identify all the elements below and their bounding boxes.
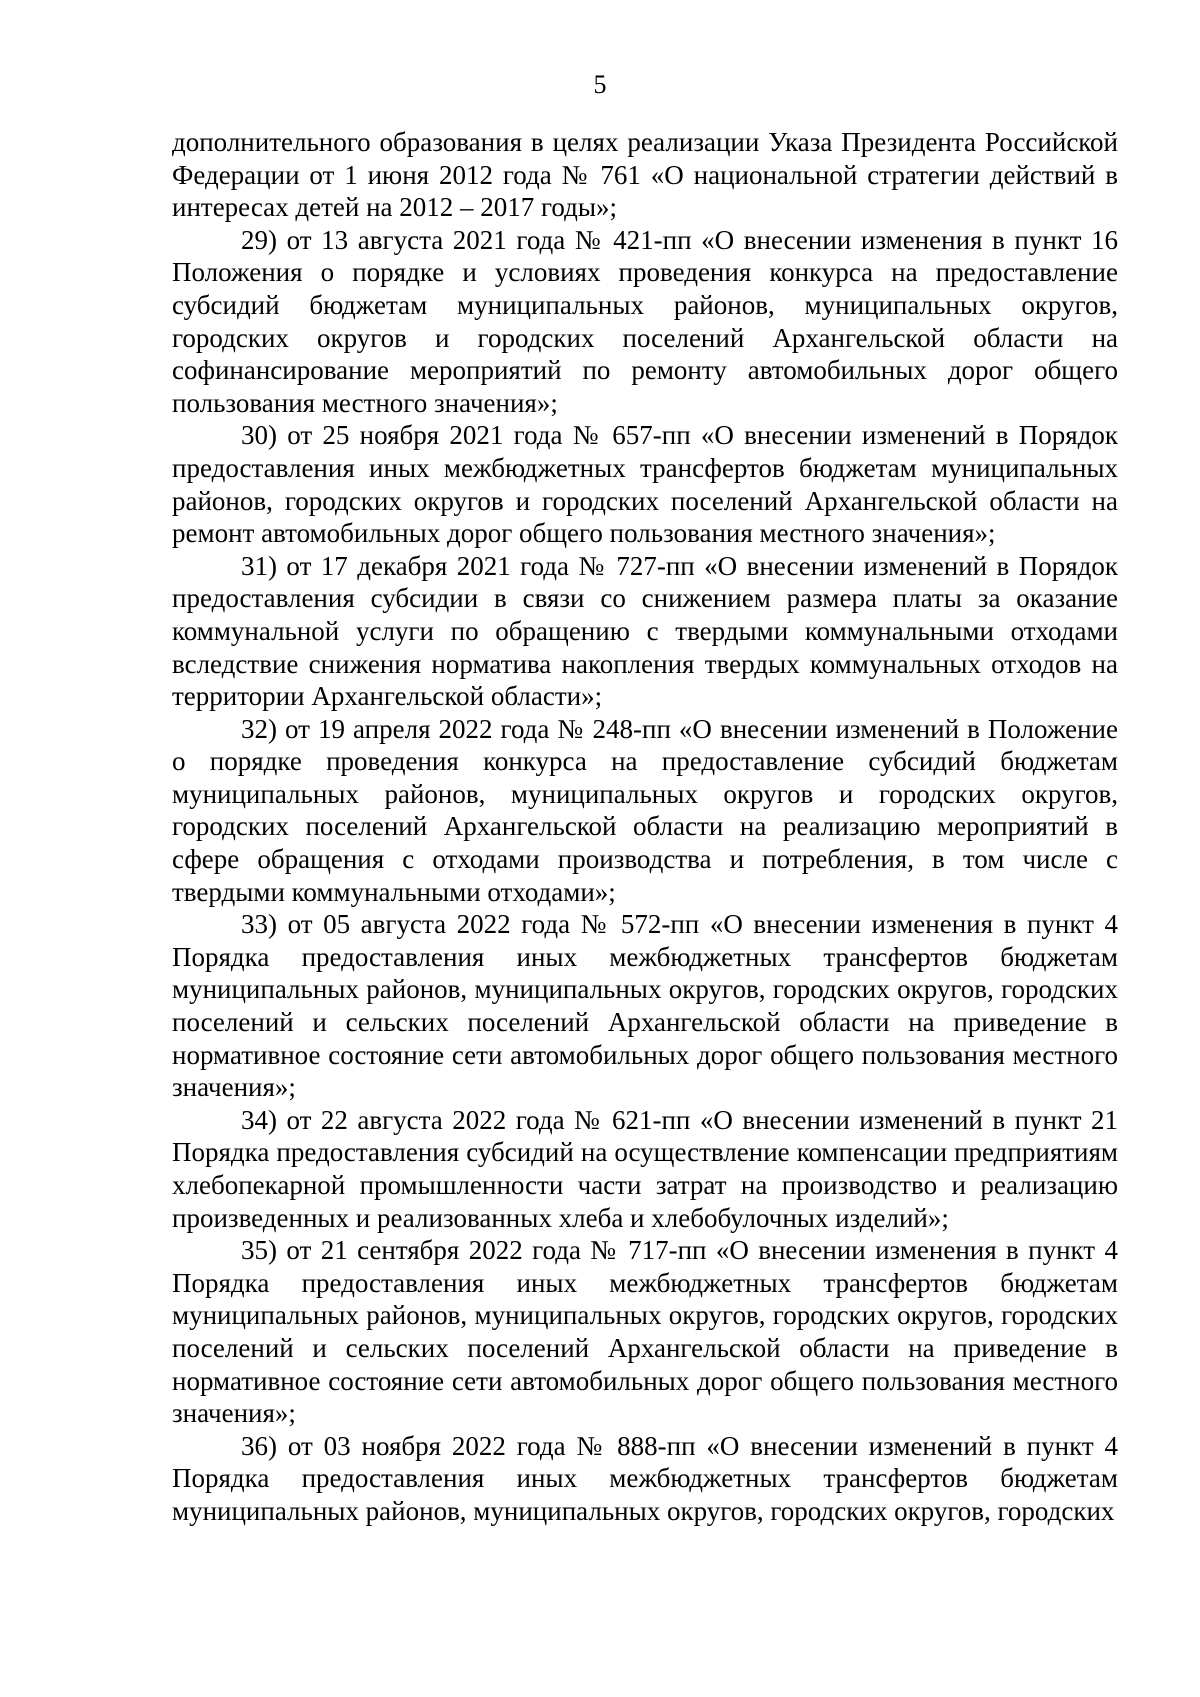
list-item-36: 36) от 03 ноября 2022 года № 888-пп «О внесении изменений в пункт 4 Порядка предоставления иных межбюджетных трансфертов бюджетам муниципальных районов, муниципальных округов, городских округов, городских: [172, 1430, 1118, 1526]
list-item-33: 33) от 05 августа 2022 года № 572-пп «О внесении изменения в пункт 4 Порядка предоставления иных межбюджетных трансфертов бюджетам муниципальных районов, муниципальных округов, городских округов, городских поселений и сельских поселений Архангельской области на приведение в нормативное состояние сети автомобильных дорог общего пользования местного значения»;: [172, 909, 1118, 1103]
list-item-31: 31) от 17 декабря 2021 года № 727-пп «О внесении изменений в Порядок предоставления субсидии в связи со снижением размера платы за оказание коммунальной услуги по обращению с твердыми коммунальными отходами вследствие снижения норматива накопления твердых коммунальных отходов на территории Архангельской области»;: [172, 550, 1118, 712]
document-body: [172, 126, 1118, 1528]
list-item-34: 34) от 22 августа 2022 года № 621-пп «О внесении изменений в пункт 21 Порядка предоставления субсидий на осуществление компенсации предприятиям хлебопекарной промышленности части затрат на производство и реализацию произведенных и реализованных хлеба и хлебобулочных изделий»;: [172, 1104, 1118, 1233]
list-item-32: 32) от 19 апреля 2022 года № 248-пп «О внесении изменений в Положение о порядке проведения конкурса на предоставление субсидий бюджетам муниципальных районов, муниципальных округов и городских округов, городских поселений Архангельской области на реализацию мероприятий в сфере обращения с отходами производства и потребления, в том числе с твердыми коммунальными отходами»;: [172, 713, 1118, 907]
paragraph-continuation: дополнительного образования в целях реализации Указа Президента Российской Федерации от 1 июня 2012 года № 761 «О национальной стратегии действий в интересах детей на 2012 – 2017 годы»;: [172, 127, 1118, 223]
list-item-30: 30) от 25 ноября 2021 года № 657-пп «О внесении изменений в Порядок предоставления иных межбюджетных трансфертов бюджетам муниципальных районов, городских округов и городских поселений Архангельской области на ремонт автомобильных дорог общего пользования местного значения»;: [172, 420, 1118, 549]
page-number: 5: [593, 70, 607, 99]
list-item-29: 29) от 13 августа 2021 года № 421-пп «О внесении изменения в пункт 16 Положения о порядке и условиях проведения конкурса на предоставление субсидий бюджетам муниципальных районов, муниципальных округов, городских округов и городских поселений Архангельской области на софинансирование мероприятий по ремонту автомобильных дорог общего пользования местного значения»;: [172, 224, 1118, 418]
list-item-35: 35) от 21 сентября 2022 года № 717-пп «О внесении изменения в пункт 4 Порядка предоставления иных межбюджетных трансфертов бюджетам муниципальных районов, муниципальных округов, городских округов, городских поселений и сельских поселений Архангельской области на приведение в нормативное состояние сети автомобильных дорог общего пользования местного значения»;: [172, 1235, 1118, 1429]
